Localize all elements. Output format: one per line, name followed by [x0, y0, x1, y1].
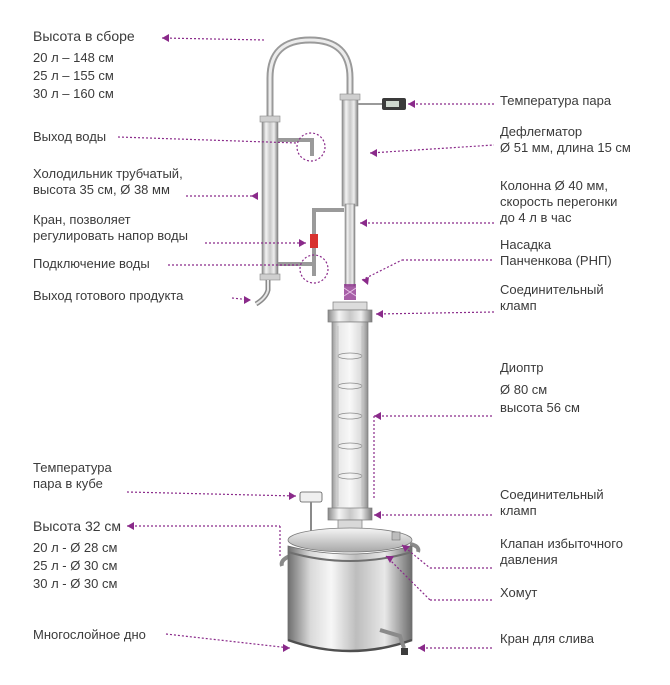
column-tube	[345, 204, 355, 286]
dephlegmator-label	[500, 124, 631, 156]
dephlegmator-line1: Дефлегматор	[500, 124, 583, 139]
height-assembled-title: Высота в сборе	[33, 28, 135, 44]
dephlegmator	[342, 96, 358, 206]
clamp-top-label	[500, 282, 604, 314]
product-outlet-label: Выход готового продукта	[33, 288, 184, 303]
height-cube-block	[33, 518, 121, 592]
cube-vapor-temp-label	[33, 460, 112, 492]
clamp-bottom-line2: кламп	[500, 503, 537, 518]
nozzle-line2: Панченкова (РНП)	[500, 253, 612, 268]
water-valve-pipe	[314, 210, 344, 264]
multilayer-bottom-label: Многослойное дно	[33, 627, 146, 642]
water-connection-pipe	[278, 264, 314, 276]
pressure-valve-line1: Клапан избыточного	[500, 536, 623, 551]
height-cube-25l: 25 л - Ø 30 см	[33, 558, 118, 573]
height-assembled-30l: 30 л – 160 см	[33, 86, 114, 101]
water-valve	[310, 234, 318, 248]
dephlegmator-line2: Ø 51 мм, длина 15 см	[500, 140, 631, 155]
vapor-temp-label: Температура пара	[500, 93, 612, 108]
height-cube-20l: 20 л - Ø 28 см	[33, 540, 118, 555]
pressure-valve	[392, 532, 400, 540]
vapor-arc-tube	[270, 40, 350, 120]
height-assembled-block	[33, 28, 135, 102]
valve-label	[33, 212, 188, 244]
collar-label: Хомут	[500, 585, 538, 600]
height-cube-title: Высота 32 см	[33, 518, 122, 534]
clamp-bottom-label	[500, 487, 604, 519]
diopter-title: Диоптр	[500, 360, 544, 375]
cooler-label-line1: Холодильник трубчатый,	[33, 166, 183, 181]
height-cube-30l: 30 л - Ø 30 см	[33, 576, 118, 591]
valve-label-line1: Кран, позволяет	[33, 212, 131, 227]
diopter-glass	[332, 322, 368, 510]
clamp-bottom-line1: Соединительный	[500, 487, 604, 502]
clamp-top-line2: кламп	[500, 298, 537, 313]
column-line1: Колонна Ø 40 мм,	[500, 178, 608, 193]
valve-label-line2: регулировать напор воды	[33, 228, 188, 243]
cooler-label-line2: высота 35 см, Ø 38 мм	[33, 182, 170, 197]
pressure-valve-label	[500, 536, 623, 568]
cooler-label	[33, 166, 183, 198]
water-connection-label: Подключение воды	[33, 256, 150, 271]
nozzle-line1: Насадка	[500, 237, 552, 252]
column-line3: до 4 л в час	[500, 210, 572, 225]
nozzle-label	[500, 237, 612, 269]
pressure-valve-line2: давления	[500, 552, 558, 567]
clamp-top-ring	[333, 302, 367, 310]
height-assembled-20l: 20 л – 148 см	[33, 50, 114, 65]
drain-tap-label: Кран для слива	[500, 631, 594, 646]
clamp-bottom-ring	[328, 508, 372, 520]
column-label	[500, 178, 617, 226]
column-line2: скорость перегонки	[500, 194, 618, 209]
cube-thermometer	[300, 492, 322, 502]
clamp-top-line1: Соединительный	[500, 282, 604, 297]
height-assembled-25l: 25 л – 155 см	[33, 68, 114, 83]
cube-vapor-temp-line1: Температура	[33, 460, 112, 475]
diopter-diameter: Ø 80 см	[500, 382, 548, 397]
diopter-height: высота 56 см	[500, 400, 580, 415]
water-outlet-label: Выход воды	[33, 129, 107, 144]
diopter-label	[500, 360, 580, 416]
cube-vapor-temp-line2: пара в кубе	[33, 476, 103, 491]
